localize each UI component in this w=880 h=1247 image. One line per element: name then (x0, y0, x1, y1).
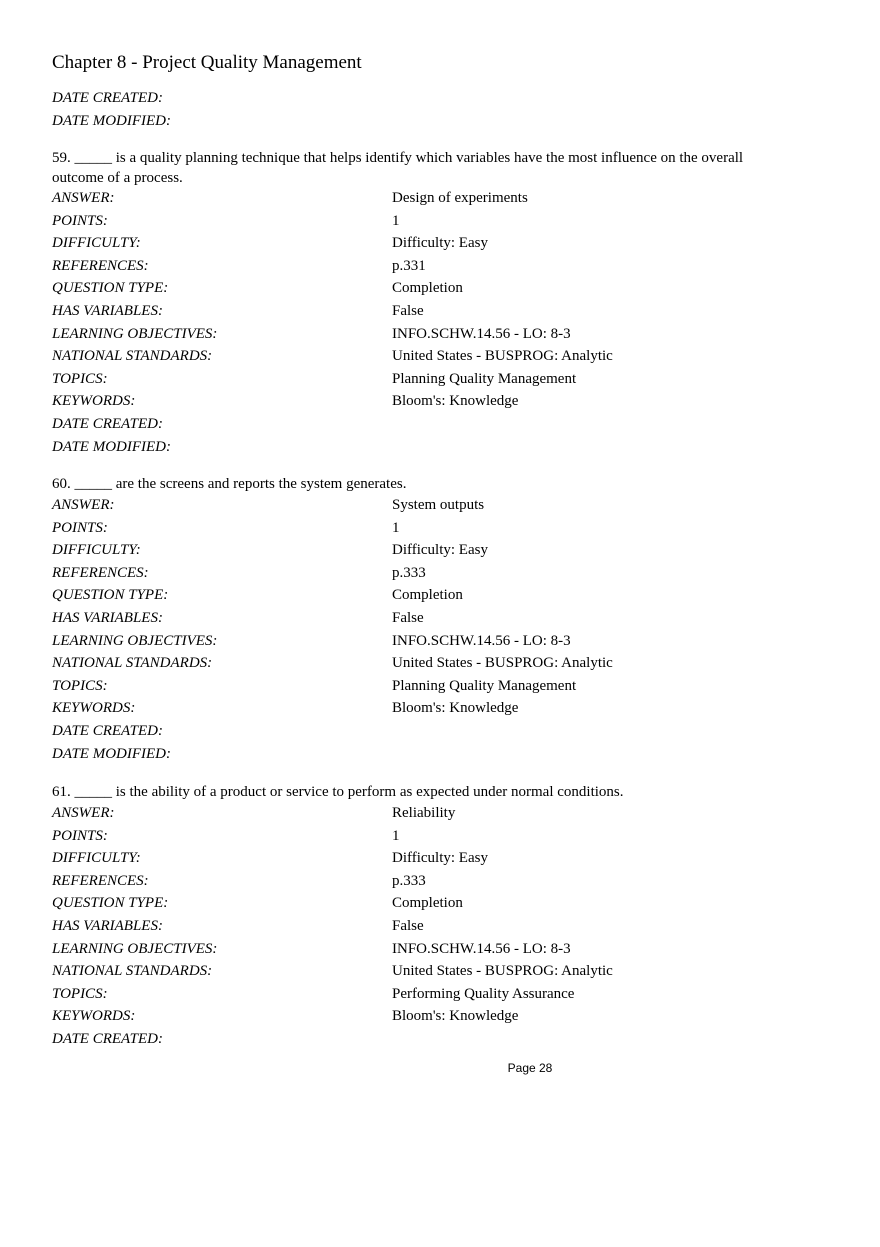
metadata-label: POINTS: (52, 519, 108, 536)
metadata-value: 1 (392, 519, 400, 536)
metadata-value: False (392, 918, 424, 934)
metadata-label: KEYWORDS: (52, 700, 136, 717)
metadata-label: KEYWORDS: (52, 393, 136, 410)
metadata-value: 1 (392, 827, 400, 844)
metadata-label: POINTS: (52, 827, 108, 844)
metadata-label: NATIONAL STANDARDS: (52, 963, 213, 980)
metadata-label: DIFFICULTY: (52, 542, 141, 559)
question-60-text: 60. _____ are the screens and reports the system generates. (52, 476, 407, 492)
metadata-row (52, 563, 752, 586)
date-created-label: DATE CREATED: (52, 90, 163, 106)
metadata-row (52, 211, 752, 234)
metadata-label: LEARNING OBJECTIVES: (52, 632, 218, 649)
metadata-label: DATE CREATED: (52, 723, 163, 739)
metadata-row (52, 608, 752, 631)
metadata-label: REFERENCES: (52, 872, 149, 889)
metadata-label: QUESTION TYPE: (52, 895, 169, 912)
metadata-row (52, 676, 752, 699)
metadata-value: Bloom's: Knowledge (392, 393, 519, 410)
metadata-row (52, 631, 752, 654)
metadata-row (52, 437, 752, 460)
metadata-row (52, 698, 752, 721)
metadata-value: System outputs (392, 497, 485, 513)
metadata-label: DATE CREATED: (52, 416, 163, 432)
metadata-row (52, 961, 752, 984)
question-59-text: 59. _____ is a quality planning technique that helps identify which variables have the most influence on the overall outcome of a process. (52, 150, 744, 186)
metadata-label: QUESTION TYPE: (52, 280, 169, 297)
metadata-value: United States - BUSPROG: Analytic (392, 348, 613, 365)
metadata-label: ANSWER: (52, 497, 115, 513)
metadata-row (52, 518, 752, 541)
metadata-label: REFERENCES: (52, 564, 149, 581)
metadata-row (52, 1029, 752, 1052)
page-title: Chapter 8 - Project Quality Management (52, 52, 362, 73)
metadata-value: False (392, 303, 424, 319)
metadata-value: p.331 (392, 257, 426, 274)
metadata-row (52, 803, 752, 826)
metadata-value: Bloom's: Knowledge (392, 1008, 519, 1025)
metadata-label: TOPICS: (52, 677, 108, 694)
metadata-label: DATE MODIFIED: (52, 438, 171, 455)
metadata-row (52, 391, 752, 414)
metadata-row (52, 848, 752, 871)
metadata-label: REFERENCES: (52, 257, 149, 274)
metadata-value: Difficulty: Easy (392, 542, 488, 559)
metadata-value: 1 (392, 212, 400, 229)
metadata-label: NATIONAL STANDARDS: (52, 348, 213, 365)
metadata-row (52, 916, 752, 939)
metadata-value: Bloom's: Knowledge (392, 700, 519, 717)
metadata-value: Design of experiments (392, 190, 528, 206)
metadata-value: p.333 (392, 564, 426, 581)
question-61-text: 61. _____ is the ability of a product or service to perform as expected under normal conditions. (52, 784, 624, 800)
metadata-value: United States - BUSPROG: Analytic (392, 655, 613, 672)
metadata-row (52, 826, 752, 849)
metadata-label: DATE CREATED: (52, 1031, 163, 1047)
metadata-value: p.333 (392, 872, 426, 889)
metadata-row (52, 1006, 752, 1029)
metadata-row (52, 871, 752, 894)
metadata-row (52, 369, 752, 392)
metadata-value: Completion (392, 587, 463, 604)
metadata-label: LEARNING OBJECTIVES: (52, 940, 218, 957)
metadata-label: DATE MODIFIED: (52, 745, 171, 762)
metadata-label: HAS VARIABLES: (52, 303, 163, 319)
metadata-value: Planning Quality Management (392, 677, 577, 694)
page-number: Page 28 (507, 1061, 553, 1075)
metadata-row (52, 893, 752, 916)
metadata-row (52, 585, 752, 608)
metadata-row (52, 324, 752, 347)
metadata-label: ANSWER: (52, 805, 115, 821)
date-modified-label: DATE MODIFIED: (52, 113, 171, 129)
metadata-row (52, 721, 752, 744)
metadata-label: ANSWER: (52, 190, 115, 206)
metadata-row (52, 540, 752, 563)
metadata-row (52, 414, 752, 437)
metadata-row (52, 939, 752, 962)
metadata-value: Planning Quality Management (392, 370, 577, 387)
metadata-label: HAS VARIABLES: (52, 918, 163, 934)
metadata-value: Reliability (392, 805, 456, 821)
metadata-value: Completion (392, 280, 463, 297)
metadata-row (52, 653, 752, 676)
metadata-value: INFO.SCHW.14.56 - LO: 8-3 (392, 325, 571, 342)
metadata-value: Difficulty: Easy (392, 850, 488, 867)
metadata-label: TOPICS: (52, 370, 108, 387)
metadata-row (52, 984, 752, 1007)
metadata-row (52, 495, 752, 518)
metadata-value: Performing Quality Assurance (392, 985, 575, 1002)
metadata-row (52, 188, 752, 211)
metadata-label: POINTS: (52, 212, 108, 229)
metadata-label: KEYWORDS: (52, 1008, 136, 1025)
metadata-label: DIFFICULTY: (52, 850, 141, 867)
metadata-label: LEARNING OBJECTIVES: (52, 325, 218, 342)
metadata-row (52, 233, 752, 256)
metadata-value: False (392, 610, 424, 626)
metadata-value: INFO.SCHW.14.56 - LO: 8-3 (392, 632, 571, 649)
metadata-row (52, 346, 752, 369)
metadata-row (52, 256, 752, 279)
metadata-label: TOPICS: (52, 985, 108, 1002)
metadata-row (52, 301, 752, 324)
metadata-value: Completion (392, 895, 463, 912)
metadata-value: United States - BUSPROG: Analytic (392, 963, 613, 980)
metadata-label: DIFFICULTY: (52, 235, 141, 252)
metadata-value: INFO.SCHW.14.56 - LO: 8-3 (392, 940, 571, 957)
metadata-row (52, 744, 752, 767)
metadata-label: HAS VARIABLES: (52, 610, 163, 626)
metadata-value: Difficulty: Easy (392, 235, 488, 252)
metadata-row (52, 278, 752, 301)
metadata-label: QUESTION TYPE: (52, 587, 169, 604)
metadata-label: NATIONAL STANDARDS: (52, 655, 213, 672)
